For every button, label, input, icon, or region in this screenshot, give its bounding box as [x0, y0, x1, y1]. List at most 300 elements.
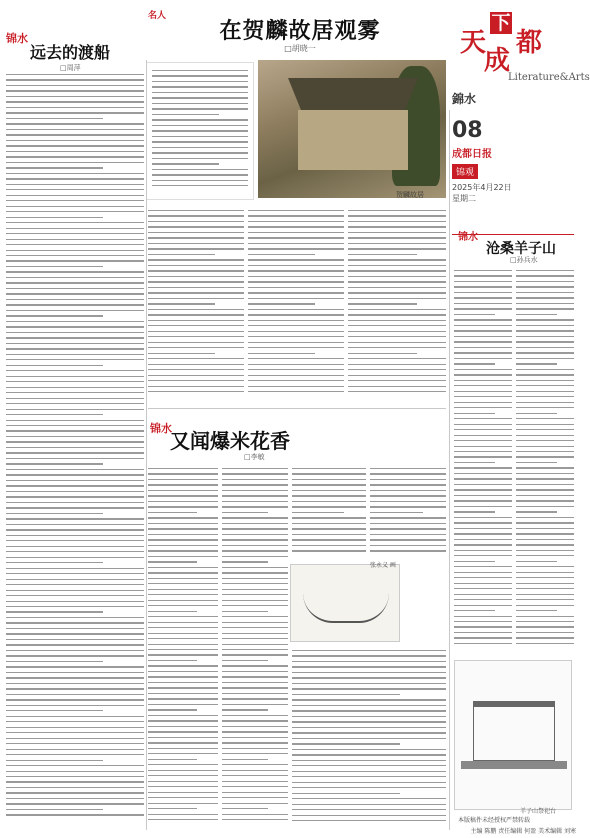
- text-line: [454, 347, 512, 348]
- text-line: [148, 704, 218, 705]
- text-line: [148, 676, 218, 677]
- text-line: [516, 637, 574, 638]
- text-line: [6, 447, 144, 448]
- text-line: [454, 275, 512, 276]
- text-line: [516, 522, 574, 523]
- text-line: [454, 544, 512, 545]
- text-line: [370, 550, 446, 551]
- text-line: [348, 342, 446, 343]
- text-line: [248, 287, 344, 288]
- text-line: [248, 292, 344, 293]
- text-line: [148, 490, 218, 491]
- text-line: [516, 347, 574, 348]
- text-line: [6, 524, 144, 525]
- text-line: [516, 511, 557, 512]
- text-line: [148, 369, 244, 370]
- text-line: [348, 309, 446, 310]
- text-line: [148, 517, 218, 518]
- text-line: [348, 358, 446, 359]
- text-line: [516, 325, 574, 326]
- text-line: [148, 644, 218, 645]
- text-line: [148, 248, 244, 249]
- text-line: [6, 606, 144, 607]
- text-line: [248, 375, 344, 376]
- text-line: [6, 271, 144, 272]
- text-line: [454, 325, 512, 326]
- text-line: [148, 479, 218, 480]
- text-line: [222, 737, 288, 738]
- text-line: [454, 478, 512, 479]
- text-line: [6, 579, 144, 580]
- text-line: [454, 484, 512, 485]
- text-line: [248, 303, 315, 304]
- text-line: [6, 206, 144, 207]
- text-line: [6, 666, 144, 667]
- text-line: [292, 473, 366, 474]
- text-line: [222, 512, 268, 513]
- text-line: [6, 200, 144, 201]
- text-line: [222, 671, 288, 672]
- issue-weekday: 星期二: [452, 194, 476, 203]
- text-line: [222, 726, 288, 727]
- masthead: [452, 4, 590, 106]
- text-line: [6, 633, 144, 634]
- text-line: [222, 709, 268, 710]
- text-line: [248, 276, 344, 277]
- text-line: [348, 391, 446, 392]
- text-line: [348, 298, 446, 299]
- text-line: [348, 221, 446, 222]
- left-article-byline: □周萍: [60, 64, 81, 72]
- text-line: [148, 380, 244, 381]
- text-line: [6, 370, 144, 371]
- text-line: [454, 446, 512, 447]
- text-line: [6, 705, 144, 706]
- text-line: [292, 776, 446, 777]
- text-line: [148, 484, 218, 485]
- text-line: [516, 550, 574, 551]
- text-line: [6, 239, 144, 240]
- text-line: [348, 380, 446, 381]
- text-line: [6, 727, 144, 728]
- text-line: [148, 528, 218, 529]
- text-line: [6, 112, 144, 113]
- main-body-col-1: [148, 210, 244, 396]
- text-line: [222, 479, 288, 480]
- text-line: [152, 108, 248, 109]
- text-line: [148, 353, 215, 354]
- text-line: [516, 572, 574, 573]
- text-line: [516, 561, 557, 562]
- left-article-tag: 锦水: [6, 32, 28, 45]
- text-line: [370, 539, 446, 540]
- text-line: [6, 184, 144, 185]
- text-line: [370, 473, 446, 474]
- text-line: [148, 386, 244, 387]
- text-line: [516, 533, 574, 534]
- text-line: [248, 254, 315, 255]
- text-line: [6, 792, 144, 793]
- text-line: [222, 605, 288, 606]
- text-line: [348, 353, 417, 354]
- text-line: [516, 429, 574, 430]
- text-line: [292, 721, 446, 722]
- text-line: [6, 195, 144, 196]
- text-line: [222, 808, 268, 809]
- text-line: [292, 550, 366, 551]
- text-line: [6, 798, 144, 799]
- text-line: [6, 694, 144, 695]
- text-line: [148, 742, 218, 743]
- text-line: [516, 451, 574, 452]
- text-line: [454, 358, 512, 359]
- text-line: [292, 484, 366, 485]
- text-line: [516, 418, 574, 419]
- text-line: [152, 114, 219, 115]
- text-line: [516, 528, 574, 529]
- text-line: [516, 358, 574, 359]
- text-line: [148, 654, 218, 655]
- text-line: [292, 694, 400, 695]
- text-line: [454, 336, 512, 337]
- text-line: [222, 660, 268, 661]
- text-line: [152, 174, 248, 175]
- text-line: [6, 409, 144, 410]
- text-line: [222, 523, 288, 524]
- text-line: [516, 473, 574, 474]
- text-line: [152, 92, 248, 93]
- second-body-col-1: [148, 468, 218, 824]
- text-line: [516, 467, 574, 468]
- text-line: [222, 731, 288, 732]
- text-line: [248, 215, 344, 216]
- text-line: [516, 275, 574, 276]
- text-line: [6, 540, 144, 541]
- text-line: [348, 336, 446, 337]
- text-line: [516, 500, 574, 501]
- text-line: [148, 468, 218, 469]
- text-line: [148, 589, 218, 590]
- text-line: [6, 480, 144, 481]
- text-line: [6, 420, 144, 421]
- text-line: [152, 147, 248, 148]
- text-line: [516, 577, 574, 578]
- text-line: [454, 555, 512, 556]
- text-line: [148, 523, 218, 524]
- text-line: [6, 304, 144, 305]
- text-line: [148, 342, 244, 343]
- text-line: [6, 244, 144, 245]
- text-line: [148, 567, 218, 568]
- text-line: [152, 81, 248, 82]
- text-line: [248, 248, 344, 249]
- text-line: [370, 545, 446, 546]
- text-line: [222, 506, 288, 507]
- text-line: [292, 765, 446, 766]
- text-line: [516, 605, 574, 606]
- text-line: [222, 770, 288, 771]
- right-article-byline: □孙兵水: [510, 256, 538, 264]
- text-line: [148, 281, 244, 282]
- text-line: [6, 535, 144, 536]
- text-line: [152, 141, 248, 142]
- second-body-lower: [292, 650, 446, 826]
- issue-number: 08: [452, 118, 483, 143]
- text-line: [6, 568, 144, 569]
- text-line: [148, 232, 244, 233]
- text-line: [292, 677, 446, 678]
- text-line: [6, 809, 103, 810]
- text-line: [222, 687, 288, 688]
- text-line: [222, 572, 288, 573]
- text-line: [516, 336, 574, 337]
- text-line: [222, 704, 288, 705]
- text-line: [148, 622, 218, 623]
- text-line: [348, 210, 446, 211]
- masthead-char-3: 成: [484, 46, 511, 76]
- text-line: [148, 583, 218, 584]
- text-line: [6, 178, 144, 179]
- text-line: [454, 506, 512, 507]
- illustration-base: [461, 761, 567, 769]
- text-line: [222, 495, 288, 496]
- text-line: [148, 215, 244, 216]
- text-line: [516, 369, 574, 370]
- text-line: [516, 385, 574, 386]
- text-line: [6, 639, 144, 640]
- text-line: [348, 386, 446, 387]
- text-line: [454, 632, 512, 633]
- text-line: [152, 163, 219, 164]
- text-line: [454, 467, 512, 468]
- text-line: [370, 512, 423, 513]
- text-line: [292, 517, 366, 518]
- text-line: [516, 588, 574, 589]
- text-line: [292, 655, 446, 656]
- text-line: [516, 621, 574, 622]
- text-line: [148, 572, 218, 573]
- text-line: [148, 237, 244, 238]
- text-line: [6, 403, 144, 404]
- text-line: [516, 462, 557, 463]
- text-line: [222, 622, 288, 623]
- text-line: [6, 743, 144, 744]
- text-line: [292, 782, 446, 783]
- text-line: [248, 353, 315, 354]
- text-line: [6, 546, 144, 547]
- text-line: [222, 720, 288, 721]
- text-line: [6, 151, 144, 152]
- text-line: [348, 325, 446, 326]
- text-line: [6, 398, 144, 399]
- text-line: [516, 616, 574, 617]
- text-line: [292, 815, 446, 816]
- text-line: [148, 320, 244, 321]
- text-line: [6, 491, 144, 492]
- text-line: [348, 314, 446, 315]
- text-line: [516, 484, 574, 485]
- text-line: [516, 292, 574, 293]
- second-body-col-2: [222, 468, 288, 824]
- text-line: [6, 233, 144, 234]
- text-line: [148, 545, 218, 546]
- text-line: [516, 424, 574, 425]
- text-line: [222, 589, 288, 590]
- text-line: [222, 759, 268, 760]
- text-line: [152, 119, 248, 120]
- text-line: [454, 588, 512, 589]
- text-line: [6, 288, 144, 289]
- text-line: [516, 632, 574, 633]
- text-line: [222, 803, 288, 804]
- text-line: [148, 512, 197, 513]
- text-line: [348, 243, 446, 244]
- text-line: [248, 369, 344, 370]
- text-line: [148, 578, 218, 579]
- text-line: [292, 650, 446, 651]
- text-line: [148, 325, 244, 326]
- text-line: [6, 441, 144, 442]
- right-body-col-1: [454, 270, 512, 648]
- text-line: [248, 331, 344, 332]
- text-line: [454, 621, 512, 622]
- text-line: [6, 260, 144, 261]
- text-line: [148, 226, 244, 227]
- text-line: [348, 270, 446, 271]
- text-line: [6, 562, 103, 563]
- text-line: [516, 407, 574, 408]
- text-line: [6, 518, 144, 519]
- text-line: [292, 809, 446, 810]
- text-line: [348, 281, 446, 282]
- text-line: [292, 468, 366, 469]
- text-line: [6, 134, 144, 135]
- second-article-byline: □李敏: [244, 453, 265, 461]
- text-line: [454, 599, 512, 600]
- text-line: [148, 561, 197, 562]
- text-line: [6, 474, 144, 475]
- text-line: [148, 539, 218, 540]
- text-line: [454, 380, 512, 381]
- text-line: [148, 770, 218, 771]
- text-line: [248, 391, 344, 392]
- text-line: [152, 125, 248, 126]
- text-line: [222, 473, 288, 474]
- text-line: [516, 319, 574, 320]
- masthead-char-4: 都: [516, 28, 543, 58]
- text-line: [148, 753, 218, 754]
- text-line: [6, 551, 144, 552]
- text-line: [6, 710, 103, 711]
- text-line: [348, 364, 446, 365]
- text-line: [222, 468, 288, 469]
- main-body-col-2: [248, 210, 344, 396]
- text-line: [148, 633, 218, 634]
- text-line: [222, 753, 288, 754]
- text-line: [148, 292, 244, 293]
- text-line: [454, 517, 512, 518]
- text-line: [6, 414, 103, 415]
- text-line: [454, 626, 512, 627]
- text-line: [516, 391, 574, 392]
- text-line: [6, 463, 103, 464]
- text-line: [148, 638, 218, 639]
- text-line: [148, 336, 244, 337]
- text-line: [6, 661, 103, 662]
- text-line: [6, 452, 144, 453]
- text-line: [152, 86, 248, 87]
- text-line: [292, 490, 366, 491]
- text-line: [454, 462, 495, 463]
- issue-info: [452, 118, 574, 204]
- text-line: [222, 539, 288, 540]
- text-line: [6, 502, 144, 503]
- text-line: [516, 643, 574, 644]
- text-line: [148, 221, 244, 222]
- text-line: [148, 808, 197, 809]
- text-line: [6, 716, 144, 717]
- text-line: [248, 243, 344, 244]
- text-line: [222, 616, 288, 617]
- right-body-col-2: [516, 270, 574, 648]
- right-article-tag: 锦水: [458, 232, 478, 243]
- text-line: [152, 103, 248, 104]
- text-line: [454, 363, 495, 364]
- text-line: [6, 222, 144, 223]
- text-line: [6, 376, 144, 377]
- text-line: [292, 666, 446, 667]
- text-line: [454, 610, 495, 611]
- text-line: [248, 221, 344, 222]
- text-line: [222, 682, 288, 683]
- text-line: [148, 764, 218, 765]
- text-line: [370, 517, 446, 518]
- text-line: [248, 325, 344, 326]
- text-line: [292, 479, 366, 480]
- text-line: [516, 440, 574, 441]
- text-line: [6, 326, 144, 327]
- text-line: [292, 732, 446, 733]
- text-line: [148, 731, 218, 732]
- text-line: [292, 512, 344, 513]
- text-line: [148, 391, 244, 392]
- text-line: [454, 550, 512, 551]
- text-line: [516, 583, 574, 584]
- text-line: [152, 158, 248, 159]
- text-line: [222, 644, 288, 645]
- text-line: [148, 693, 218, 694]
- text-line: [348, 292, 446, 293]
- text-line: [454, 637, 512, 638]
- text-line: [148, 303, 215, 304]
- text-line: [6, 359, 144, 360]
- text-line: [148, 748, 218, 749]
- text-line: [6, 622, 144, 623]
- text-line: [148, 737, 218, 738]
- text-line: [454, 286, 512, 287]
- text-line: [148, 287, 244, 288]
- text-line: [292, 688, 446, 689]
- text-line: [454, 533, 512, 534]
- text-line: [516, 402, 574, 403]
- text-line: [454, 616, 512, 617]
- issue-tag: 锦观: [452, 164, 478, 179]
- text-line: [6, 354, 144, 355]
- text-line: [454, 456, 512, 457]
- text-line: [516, 297, 574, 298]
- text-line: [148, 265, 244, 266]
- text-line: [148, 786, 218, 787]
